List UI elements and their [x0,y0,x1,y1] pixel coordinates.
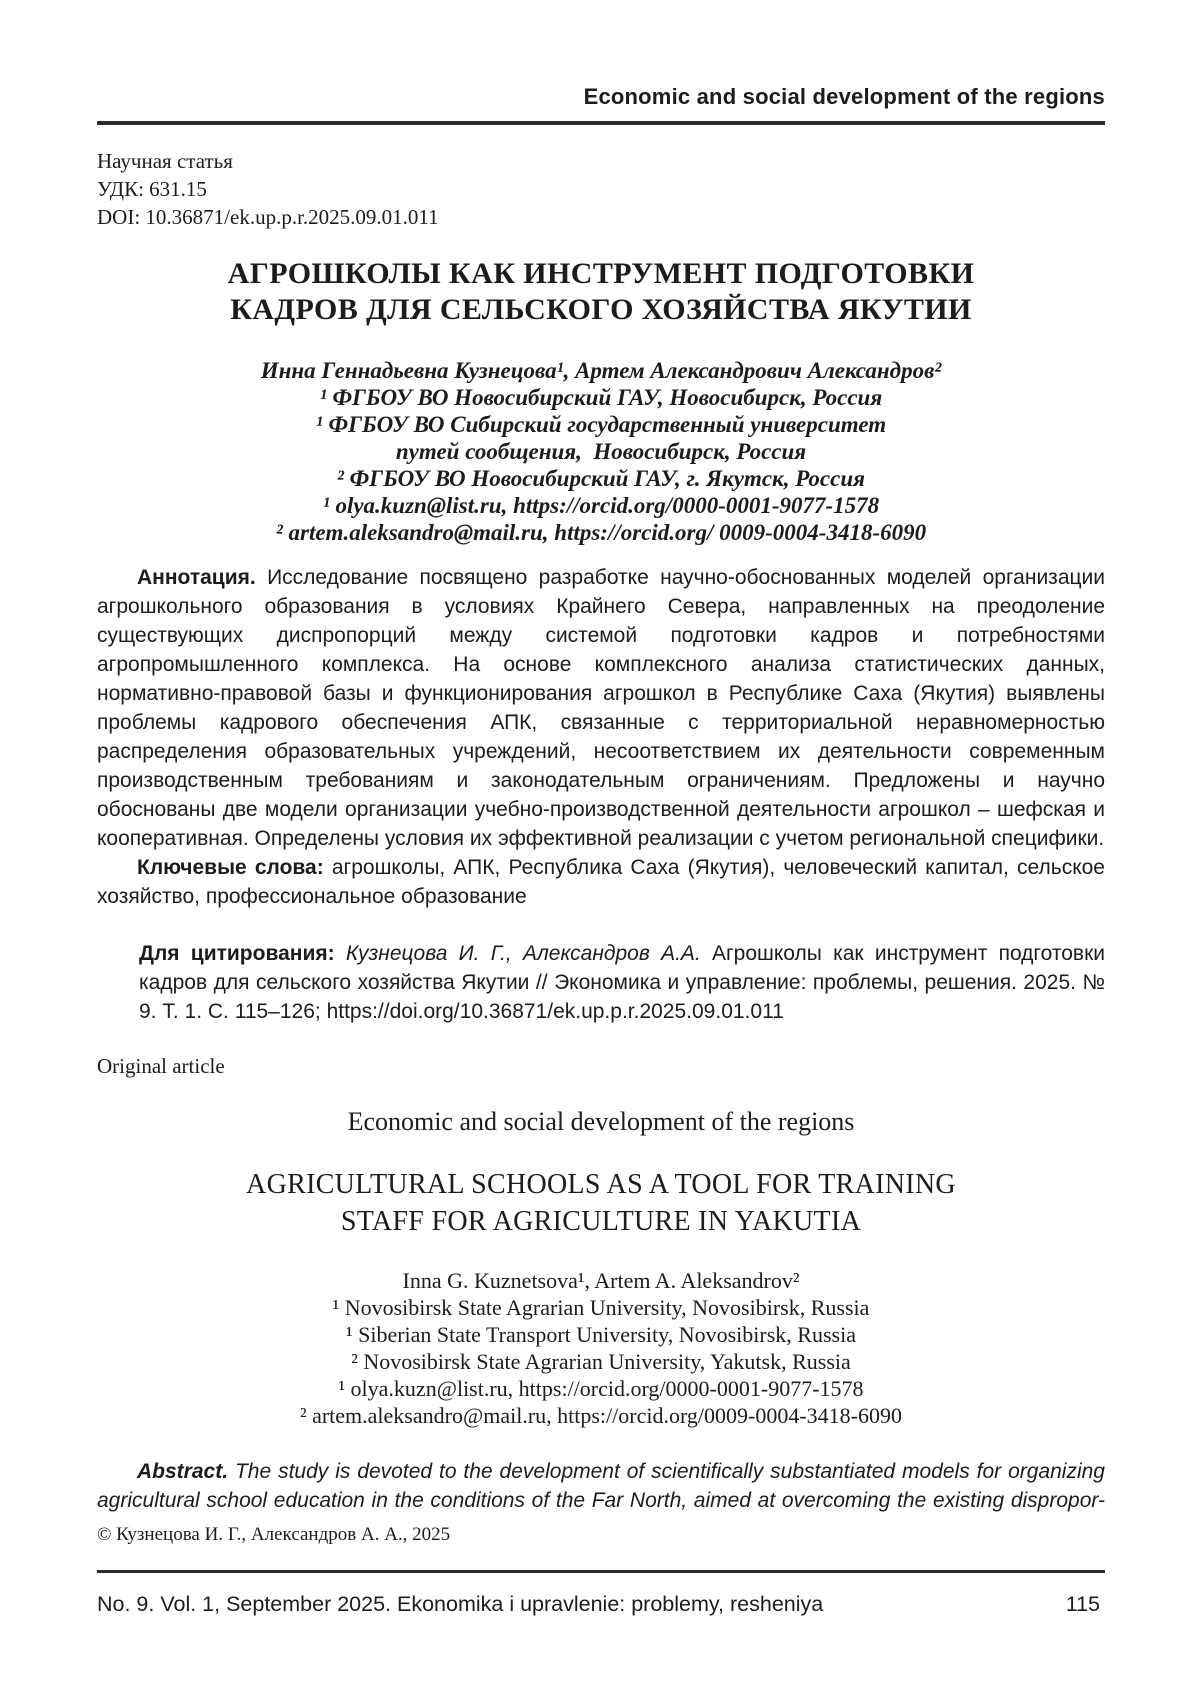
affiliation-line-ru: путей сообщения, Новосибирск, Россия [395,439,807,464]
author-contact-line-en: ¹ olya.kuzn@list.ru, https://orcid.org/0000-0001-9077-1578 [338,1376,864,1401]
abstract-label-en: Abstract. [137,1460,229,1483]
article-type-label: Научная статья [97,149,233,173]
running-head: Economic and social development of the regions [583,84,1105,109]
title-ru-line-2: КАДРОВ ДЛЯ СЕЛЬСКОГО ХОЗЯЙСТВА ЯКУТИИ [230,293,972,326]
author-contact-line-en: ² artem.aleksandro@mail.ru, https://orcid.org/0009-0004-3418-6090 [299,1403,902,1428]
header-rule [97,121,1105,125]
title-en-line-1: AGRICULTURAL SCHOOLS AS A TOOL FOR TRAINING [246,1169,956,1200]
citation-text-ru: Агрошколы как инструмент подготовки кадров для сельского хозяйства Якутии // Экономика и управление: проблемы, решения. 2025. № 9. Т. 1. С. 115–126; https://doi.org/10.36871/ek.up.p.r.2025.09.01.011 [139,942,1105,1023]
author-contact-line-ru: ¹ olya.kuzn@list.ru, https://orcid.org/0000-0001-9077-1578 [322,493,880,518]
citation-label-ru: Для цитирования: [139,942,335,965]
article-title-en [97,1166,1105,1240]
authors-block-en [97,1267,1105,1429]
affiliation-line-en: ¹ Novosibirsk State Agrarian University, Novosibirsk, Russia [332,1295,870,1320]
author-contact-line-ru: ² artem.aleksandro@mail.ru, https://orcid.org/ 0009-0004-3418-6090 [275,520,927,545]
footer-journal-line: No. 9. Vol. 1, September 2025. Ekonomika i upravlenie: problemy, resheniya [97,1592,824,1616]
authors-block-ru [97,357,1105,546]
affiliation-line-ru: ¹ ФГБОУ ВО Новосибирский ГАУ, Новосибирск, Россия [319,385,883,410]
abstract-text-en: The study is devoted to the development of scientifically substantiated models for organizing agricultural school education in the conditions of the Far North, aimed at overcoming the existing dispropor- [97,1460,1105,1512]
keywords-text-ru: агрошколы, АПК, Республика Саха (Якутия), человеческий капитал, сельское хозяйство, профессиональное образование [97,856,1105,908]
abstract-en [97,1457,1105,1515]
abstract-ru [97,563,1105,853]
affiliation-line-en: ¹ Siberian State Transport University, Novosibirsk, Russia [346,1322,856,1347]
article-meta [97,147,1105,231]
page-number: 115 [1065,1592,1100,1616]
article-title-ru [97,256,1105,328]
authors-names-ru: Инна Геннадьевна Кузнецова¹, Артем Александрович Александров² [260,358,942,383]
citation-authors-ru: Кузнецова И. Г., Александров А.А. [345,942,701,965]
keywords-label-ru: Ключевые слова: [137,856,324,879]
copyright-line: © Кузнецова И. Г., Александров А. А., 2025 [97,1524,451,1545]
footer-rule [97,1570,1105,1573]
section-title-en: Economic and social development of the regions [347,1107,855,1136]
abstract-label-ru: Аннотация. [137,566,256,589]
authors-names-en: Inna G. Kuznetsova¹, Artem A. Aleksandrov² [402,1268,800,1293]
keywords-ru [97,853,1105,911]
doi-line: DOI: 10.36871/ek.up.p.r.2025.09.01.011 [97,205,439,229]
affiliation-line-ru: ¹ ФГБОУ ВО Сибирский государственный университет [315,412,887,437]
affiliation-line-en: ² Novosibirsk State Agrarian University, Yakutsk, Russia [351,1349,851,1374]
original-article-label: Original article [97,1054,225,1078]
affiliation-line-ru: ² ФГБОУ ВО Новосибирский ГАУ, г. Якутск, Россия [336,466,865,491]
page-footer [97,1592,1100,1617]
abstract-text-ru: Исследование посвящено разработке научно-обоснованных моделей организации агрошкольного образования в условиях Крайнего Севера, направленных на преодоление существующих диспропорций между системой подготовки кадров и потребностями агропромышленного комплекса. На основе комплексного анализа статистических данных, нормативно-правовой базы и функционирования агрошкол в Республике Саха (Якутия) выявлены проблемы кадрового обеспечения АПК, связанные с территориальной неравномерностью распределения образовательных учреждений, несоответствием их деятельности современным производственным требованиям и законодательным ограничениям. Предложены и научно обоснованы две модели организации учебно-производственной деятельности агрошкол – шефская и кооперативная. Определены условия их эффективной реализации с учетом региональной специфики. [97,566,1105,850]
title-en-line-2: STAFF FOR AGRICULTURE IN YAKUTIA [340,1206,862,1237]
udc-line: УДК: 631.15 [97,177,207,201]
title-ru-line-1: АГРОШКОЛЫ КАК ИНСТРУМЕНТ ПОДГОТОВКИ [227,257,975,290]
citation-ru [139,939,1105,1026]
